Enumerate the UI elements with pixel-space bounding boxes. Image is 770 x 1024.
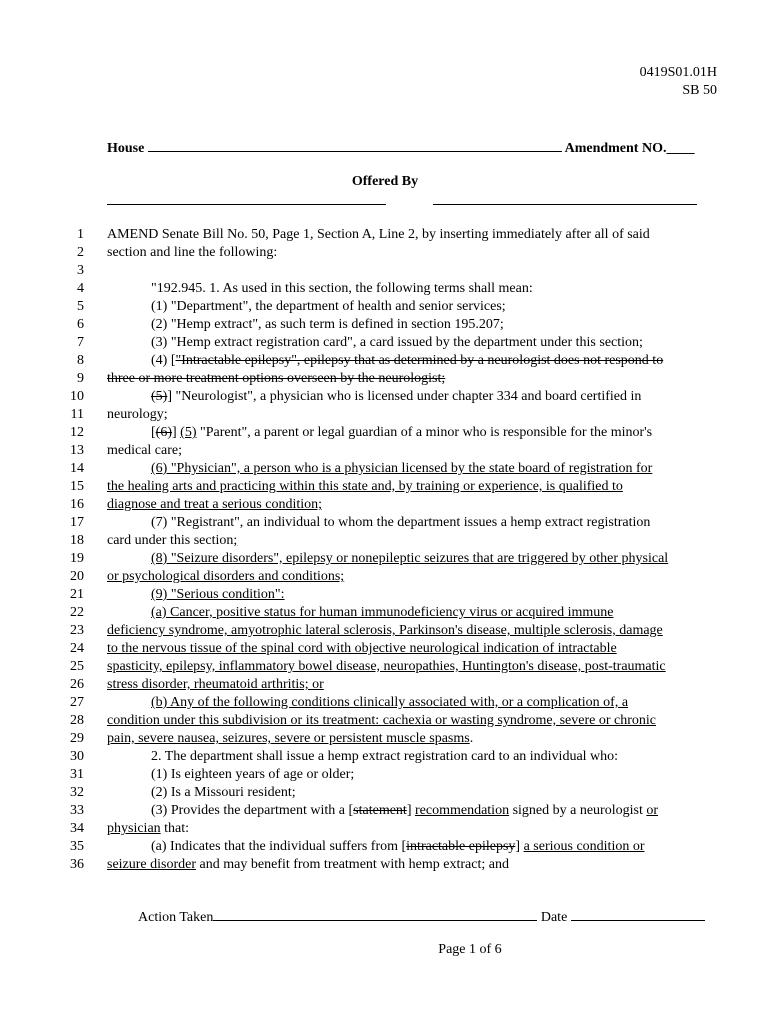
text-line [0,316,770,334]
line-text [107,730,473,748]
inserted-text: or psychological disorders and conditions; [107,569,345,584]
text-segment: (2) Is a Missouri resident; [151,785,296,800]
line-number: 19 [70,551,84,566]
text-line [0,820,770,838]
bill-number: SB 50 [682,83,717,98]
line-text [107,298,506,316]
deleted-text: intractable epilepsy [406,839,516,854]
text-line [0,802,770,820]
deleted-text: (5) [151,389,168,404]
deleted-text: (6) [155,425,172,440]
text-line [0,532,770,550]
text-line [0,766,770,784]
line-number: 9 [77,371,84,386]
line-text [107,244,277,262]
line-number: 36 [70,857,84,872]
text-segment: (3) "Hemp extract registration card", a card issued by the department under this section; [151,335,643,350]
line-text [107,496,322,514]
line-text [107,838,645,856]
signature-line-left [107,204,386,205]
line-number: 31 [70,767,84,782]
line-text [107,460,652,478]
house-label: House [107,141,145,156]
line-number: 25 [70,659,84,674]
inserted-text: (6) "Physician", a person who is a physician licensed by the state board of registration for [151,461,653,476]
line-text [107,694,628,712]
inserted-text: stress disorder, rheumatoid arthritis; or [107,677,324,692]
inserted-text: condition under this subdivision or its treatment: cachexia or wasting syndrome, severe or chronic [107,713,656,728]
text-line [0,334,770,352]
text-segment: (2) "Hemp extract", as such term is defined in section 195.207; [151,317,504,332]
line-number: 14 [70,461,84,476]
action-taken-line [138,906,705,926]
inserted-text: recommendation [415,803,510,818]
text-segment: ] "Neurologist", a physician who is licensed under chapter 334 and board certified in [167,389,642,404]
text-segment: 2. The department shall issue a hemp extract registration card to an individual who: [151,749,619,764]
line-number: 35 [70,839,84,854]
line-number: 6 [77,317,84,332]
amendment-text [0,226,770,874]
line-number: 3 [77,263,84,278]
text-segment: AMEND Senate Bill No. 50, Page 1, Section A, Line 2, by inserting immediately after all of said [107,227,650,242]
text-segment: (3) Provides the department with a [ [151,803,354,818]
house-blank-line [148,137,562,152]
deleted-text: statement [353,803,407,818]
line-text [107,334,643,352]
line-number: 29 [70,731,84,746]
line-text [107,802,658,820]
action-taken-label: Action Taken [138,910,214,925]
text-line [0,586,770,604]
inserted-text: or [646,803,659,818]
line-number: 33 [70,803,84,818]
text-line [0,514,770,532]
text-line [0,370,770,388]
line-number: 23 [70,623,84,638]
line-number: 27 [70,695,84,710]
line-text [107,424,652,442]
text-line [0,550,770,568]
document-code: 0419S01.01H [639,65,717,80]
line-text [107,766,354,784]
offered-by-label: Offered By [351,174,419,189]
text-line [0,496,770,514]
line-text [107,478,623,496]
text-line [0,262,770,280]
line-number: 12 [70,425,84,440]
text-line [0,406,770,424]
inserted-text: seizure disorder [107,857,197,872]
line-number: 26 [70,677,84,692]
text-segment: that: [160,821,190,836]
inserted-text: ; [233,533,238,548]
text-line [0,676,770,694]
text-segment: and may benefit from treatment with hemp extract; and [196,857,509,872]
text-segment: (4) [ [151,353,176,368]
line-number: 34 [70,821,84,836]
line-number: 17 [70,515,84,530]
line-text [107,856,509,874]
text-line [0,424,770,442]
line-text [107,352,663,370]
line-text [107,316,504,334]
inserted-text: (9) "Serious condition": [151,587,285,602]
text-segment: ] [515,839,524,854]
line-text [107,658,666,676]
deleted-text: three or more treatment options overseen by the neurologist; [107,371,446,386]
text-segment: [ [151,425,156,440]
text-line [0,694,770,712]
line-number: 22 [70,605,84,620]
inserted-text: a serious condition or [523,839,645,854]
text-line [0,712,770,730]
text-line [0,280,770,298]
line-text [107,784,296,802]
text-segment: "192.945. 1. As used in this section, the following terms shall mean: [151,281,533,296]
line-text [107,568,344,586]
line-text [107,514,650,532]
line-number: 15 [70,479,84,494]
inserted-text: (5) [180,425,197,440]
line-text [107,550,668,568]
line-text [107,406,168,424]
amendment-number: Amendment NO.____ [564,141,695,156]
line-text [107,712,656,730]
text-segment: card under this section [107,533,234,548]
text-segment: "Parent", a parent or legal guardian of a minor who is responsible for the minor's [196,425,653,440]
line-number: 16 [70,497,84,512]
text-line [0,568,770,586]
line-text [107,370,445,388]
line-number: 21 [70,587,84,602]
line-number: 18 [70,533,84,548]
text-segment: (7) "Registrant", an individual to whom the department issues a hemp extract registration [151,515,651,530]
text-line [0,856,770,874]
text-segment: (a) Indicates that the individual suffers from [ [151,839,407,854]
inserted-text: pain, severe nausea, seizures, severe or persistent muscle spasms [107,731,470,746]
line-number: 2 [77,245,84,260]
deleted-text: "Intractable epilepsy", epilepsy that as determined by a neurologist does not respond to [175,353,664,368]
text-segment: (1) "Department", the department of health and senior services; [151,299,506,314]
line-number: 32 [70,785,84,800]
text-line [0,442,770,460]
text-segment: ] [172,425,181,440]
signature-line-right [433,204,697,205]
line-number: 5 [77,299,84,314]
page-number: Page 1 of 6 [438,942,502,957]
line-number: 11 [70,407,84,422]
inserted-text: deficiency syndrome, amyotrophic lateral sclerosis, Parkinson's disease, multiple sclerosis, damage [107,623,663,638]
text-line [0,604,770,622]
line-text [107,226,650,244]
action-taken-blank [213,906,537,921]
text-line [0,622,770,640]
text-line [0,226,770,244]
line-text [107,532,237,550]
date-blank [571,906,705,921]
line-text [107,748,618,766]
inserted-text: diagnose and treat a serious condition; [107,497,322,512]
text-line [0,658,770,676]
line-text [107,604,613,622]
line-number: 30 [70,749,84,764]
text-line [0,730,770,748]
text-line [0,460,770,478]
line-number: 20 [70,569,84,584]
line-number: 13 [70,443,84,458]
text-segment: medical care; [107,443,183,458]
text-line [0,838,770,856]
inserted-text: physician [107,821,161,836]
line-text [107,280,533,298]
line-text [107,640,617,658]
inserted-text: to the nervous tissue of the spinal cord with objective neurological indication of intractable [107,641,617,656]
line-number: 8 [77,353,84,368]
line-text [107,586,285,604]
text-line [0,784,770,802]
line-number: 24 [70,641,84,656]
inserted-text: the healing arts and practicing within this state and, by training or experience, is qualified to [107,479,623,494]
text-line [0,640,770,658]
text-segment: neurology; [107,407,168,422]
line-text [107,622,663,640]
line-text [107,820,189,838]
line-number: 4 [77,281,84,296]
text-line [0,748,770,766]
line-text [107,442,182,460]
line-number: 7 [77,335,84,350]
text-line [0,388,770,406]
text-line [0,352,770,370]
line-text [107,388,641,406]
inserted-text: spasticity, epilepsy, inflammatory bowel disease, neuropathies, Huntington's disease, post-traumatic [107,659,666,674]
line-number: 28 [70,713,84,728]
inserted-text: (8) "Seizure disorders", epilepsy or nonepileptic seizures that are triggered by other physical [151,551,669,566]
inserted-text: (b) Any of the following conditions clinically associated with, or a complication of, a [151,695,629,710]
line-number: 10 [70,389,84,404]
line-number: 1 [77,227,84,242]
text-segment: signed by a neurologist [509,803,647,818]
text-line [0,298,770,316]
text-segment: section and line the following: [107,245,278,260]
text-segment: ] [406,803,415,818]
text-segment: (1) Is eighteen years of age or older; [151,767,355,782]
text-segment: . [469,731,474,746]
text-line [0,244,770,262]
line-text [107,676,324,694]
house-amendment-line [107,137,714,157]
date-label: Date [540,910,568,925]
text-line [0,478,770,496]
inserted-text: (a) Cancer, positive status for human immunodeficiency virus or acquired immune [151,605,614,620]
